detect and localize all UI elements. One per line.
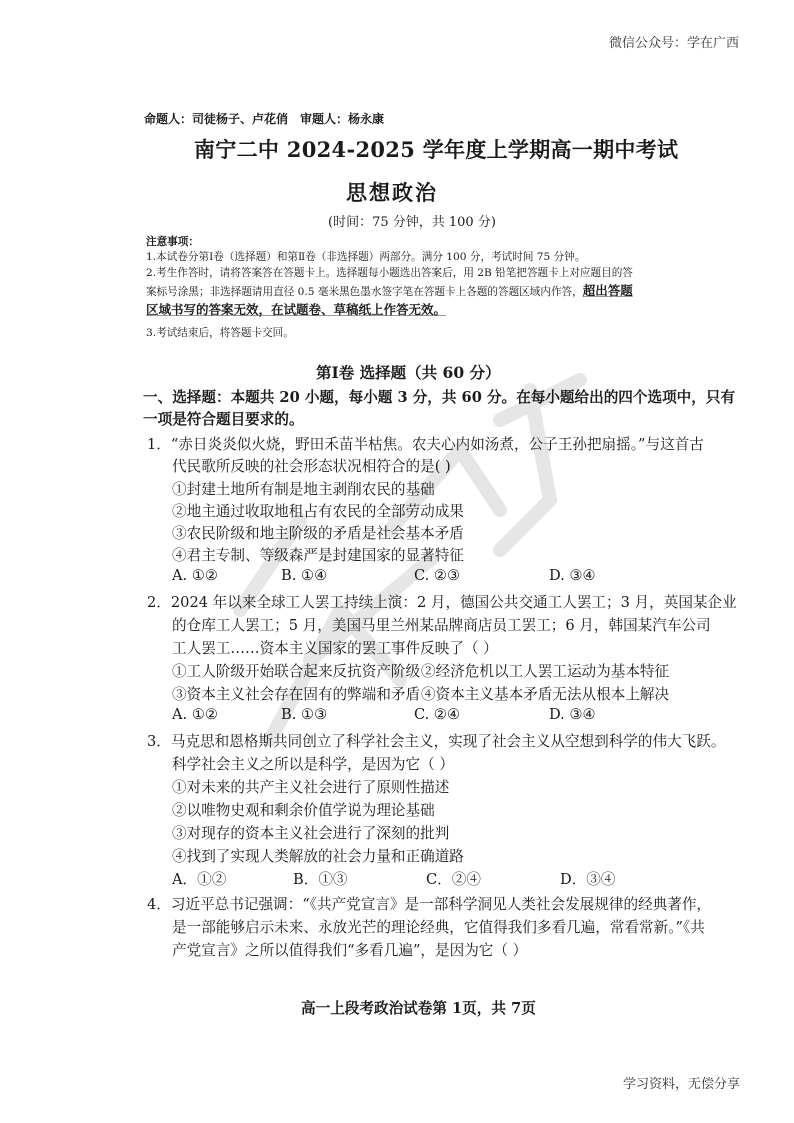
note-line-4: 区域书写的答案无效，在试题卷、草稿纸上作答无效。	[146, 302, 447, 317]
q1-item-2: ②地主通过收取地租占有农民的全部劳动成果	[172, 503, 464, 520]
q1-item-1: ①封建土地所有制是地主剥削农民的基础	[172, 481, 435, 498]
bottom-corner-note: 学习资料，无偿分享	[623, 1077, 741, 1092]
q1-stem-1: 1．“赤日炎炎似火烧，野田禾苗半枯焦。农夫心内如汤煮，公子王孙把扇摇。”与这首古	[147, 436, 704, 453]
section-intro-1: 一、选择题：本题共 20 小题，每小题 3 分，共 60 分。在每小题给出的四个选项中，只有	[143, 389, 736, 406]
authors-line: 命题人：司徒杨子、卢花俏 审题人：杨永康	[144, 112, 385, 126]
q3-choice-b[interactable]: B．①③	[293, 871, 348, 888]
q1-stem-2: 代民歌所反映的社会形态状况相符合的是( )	[172, 458, 451, 475]
section-intro-2: 一项是符合题目要求的。	[143, 411, 304, 428]
q3-item-3: ③对现存的资本主义社会进行了深刻的批判	[172, 825, 450, 842]
note-line-5: 3.考试结束后，将答题卡交回。	[146, 327, 294, 339]
q3-choice-d[interactable]: D．③④	[560, 871, 616, 888]
subject-title: 思想政治	[346, 180, 438, 205]
q1-choice-d[interactable]: D. ③④	[549, 567, 596, 584]
q1-item-3: ③农民阶级和地主阶级的矛盾是社会基本矛盾	[172, 525, 464, 542]
time-info: (时间：75 分钟，共 100 分)	[328, 215, 496, 230]
q3-item-1: ①对未来的共产主义社会进行了原则性描述	[172, 779, 450, 796]
q3-item-2: ②以唯物史观和剩余价值学说为理论基础	[172, 802, 435, 819]
note-emphasis-1: 超出答题	[582, 283, 633, 298]
q4-stem-2: 是一部能够启示未来、永放光芒的理论经典，它值得我们多看几遍，常看常新。”《共	[172, 919, 705, 936]
q2-choice-c[interactable]: C. ②④	[414, 706, 461, 723]
top-corner-note: 微信公众号：学在广西	[609, 36, 740, 51]
section-title: 第Ⅰ卷 选择题（共 60 分）	[316, 363, 501, 382]
q3-stem-2: 科学社会主义之所以是科学，是因为它（ ）	[172, 756, 454, 773]
q3-item-4: ④找到了实现人类解放的社会力量和正确道路	[172, 848, 464, 865]
q2-item-3: ③资本主义社会存在固有的弊端和矛盾	[172, 686, 421, 703]
q1-choice-b[interactable]: B. ①④	[281, 567, 328, 584]
q2-item-4: ④资本主义基本矛盾无法从根本上解决	[421, 686, 670, 703]
q4-stem-1: 4．习近平总书记强调：“《共产党宣言》是一部科学洞见人类社会发展规律的经典著作，	[147, 896, 712, 913]
note-line-1: 1.本试卷分第Ⅰ卷（选择题）和第Ⅱ卷（非选择题）两部分。满分 100 分，考试时间 75 分钟。	[146, 251, 586, 263]
q2-choice-b[interactable]: B. ①③	[281, 706, 328, 723]
q3-choice-a[interactable]: A．①②	[172, 871, 227, 888]
q2-stem-2: 的仓库工人罢工；5 月，美国马里兰州某品牌商店员工罢工；6 月，韩国某汽车公司	[172, 617, 711, 634]
q2-item-1: ①工人阶级开始联合起来反抗资产阶级	[172, 663, 421, 680]
notes-heading: 注意事项：	[146, 236, 199, 248]
q2-item-2: ②经济危机以工人罢工运动为基本特征	[421, 663, 670, 680]
q1-choice-c[interactable]: C. ②③	[414, 567, 461, 584]
q2-choice-a[interactable]: A. ①②	[172, 706, 218, 723]
note-line-3	[146, 281, 633, 299]
page-footer: 高一上段考政治试卷第 1页，共 7页	[301, 1000, 536, 1017]
q2-stem-3: 工人罢工……资本主义国家的罢工事件反映了（ ）	[172, 640, 498, 657]
q3-choice-c[interactable]: C．②④	[426, 871, 481, 888]
exam-title: 南宁二中 2024-2025 学年度上学期高一期中考试	[194, 137, 679, 162]
q1-item-4: ④君主专制、等级森严是封建国家的显著特征	[172, 547, 464, 564]
q4-stem-3: 产党宣言》之所以值得我们“多看几遍”，是因为它（ ）	[172, 942, 528, 959]
q3-stem-1: 3．马克思和恩格斯共同创立了科学社会主义，实现了社会主义从空想到科学的伟大飞跃。	[147, 733, 726, 750]
q2-choice-d[interactable]: D. ③④	[549, 706, 596, 723]
note-line-3-text: 案标号涂黑；非选择题请用直径 0.5 毫米黑色墨水签字笔在答题卡上各题的答题区域内作答，	[146, 286, 583, 298]
q1-choice-a[interactable]: A. ①②	[172, 567, 218, 584]
note-line-2: 2.考生作答时，请将答案答在答题卡上。选择题每小题选出答案后，用 2B 铅笔把答题卡上对应题目的答	[146, 267, 633, 279]
q2-stem-1: 2．2024 年以来全球工人罢工持续上演：2 月，德国公共交通工人罢工；3 月，英国某企业	[147, 594, 737, 611]
